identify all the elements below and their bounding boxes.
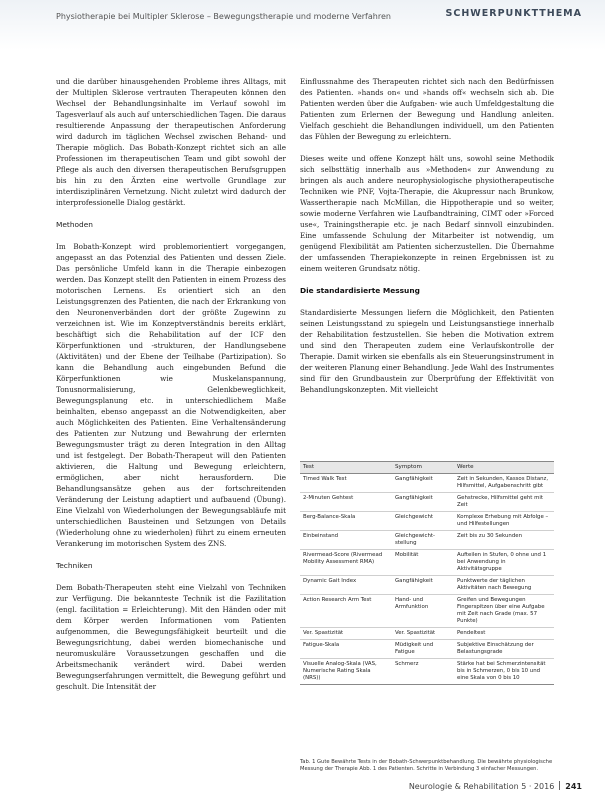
table-row xyxy=(300,640,554,659)
footer-divider xyxy=(559,781,560,790)
table-cell: Fatigue-Skala xyxy=(300,640,392,659)
table-cell: Ver. Spastizität xyxy=(392,628,454,640)
paragraph: Einflussnahme des Therapeuten richtet sich nach den Bedürfnissen des Patienten. »hands on« und »hands off« wechseln sich ab. Die Patienten werden über die Aufgaben- wie auch Umfeldgestaltung die Patienten zum Erlernen der Bewegung und Handlung anleiten. Vielfach geschieht die Behandlungen individuell, um den Patienten das Fühlen der Bewegung zu erleichtern. xyxy=(300,77,554,141)
left-column xyxy=(56,76,286,703)
section-heading-techniken: Techniken xyxy=(56,561,93,570)
table-cell: Zeit bis zu 30 Sekunden xyxy=(454,531,554,550)
table-cell: Hand- und Armfunktion xyxy=(392,595,454,628)
paragraph: Im Bobath-Konzept wird problemorientiert vorgegangen, angepasst an das Potenzial des Patienten und dessen Ziele. Das persönliche Umfeld kann in die Therapie einbezogen werden. Das Konzept stellt den Patienten in einem Prozess des motorischen Lernens. Es orientiert sich an den Leistungsgrenzen des Patienten, die nach der Erkrankung von den Neuronenverbänden dort der größte Zugewinn zu verzeichnen ist. Wie im Konzeptverständnis bereits erklärt, beschäftigt sich die Rehabilitation auf der ICF den Körperfunktionen und -strukturen, der Handlungsebene (Aktivitäten) und der Ebene der Teilhabe (Partizipation). So kann die Behandlung auch eingebunden Befund die Körperfunktionen wie Muskelanspannung, Tonusnormalisierung, Gelenkbeweglichkeit, Bewegungsplanung etc. in unterschiedlichem Maße beinhalten, ebenso angepasst an die Notwendigkeiten, aber auch Möglichkeiten des Patienten. Eine Verhaltensänderung des Patienten zur Nutzung und Bewahrung der erlernten Bewegungsmuster trägt zu deren Integration in den Alltag und ist festgelegt. Der Bobath-Therapeut will den Patienten aktivieren, die Haltung und Bewegung erleichtern, ermöglichen, aber nicht herausfordern. Die Behandlungsansätze gehen aus der fortschreitenden Veränderung der Leistung adaptiert und aufbauend (Übung). Eine Vielzahl von Wiederholungen der Bewegungsabläufe mit unterschiedlichen Bausteinen und Setzungen von Details (Wiederholung ohne zu wiederholen) führt zu einem erneuten Verankerung im motorischen System des ZNS. xyxy=(56,242,286,548)
table-cell: Dynamic Gait Index xyxy=(300,576,392,595)
running-title: Physiotherapie bei Multipler Sklerose – Bewegungstherapie und moderne Verfahren xyxy=(56,12,391,21)
table-row xyxy=(300,595,554,628)
table-caption: Tab. 1 Gute Bewährte Tests in der Bobath-Schwerpunktbehandlung. Die bewährte physiologische Messung der Therapie Abb. 1 des Patienten. Schritte in Verbindung 3 einfacher Messungen. xyxy=(300,759,553,772)
table-cell: Gleichgewicht-stellung xyxy=(392,531,454,550)
table-cell: Visuelle Analog-Skala (VAS, Numerische Rating Skala (NRS)) xyxy=(300,659,392,685)
table-cell: Subjektive Einschätzung der Belastungsgrade xyxy=(454,640,554,659)
table-cell: Ver. Spastizität xyxy=(300,628,392,640)
table-cell: Gangfähigkeit xyxy=(392,493,454,512)
page-header xyxy=(0,0,605,50)
section-label: SCHWERPUNKTTHEMA xyxy=(445,8,582,19)
table-cell: Komplexe Erhebung mit Abfolge – und Hilfestellungen xyxy=(454,512,554,531)
table-header-cell: Symptom xyxy=(392,462,454,474)
table-cell: Gleichgewicht xyxy=(392,512,454,531)
table-header-cell: Werte xyxy=(454,462,554,474)
table-row xyxy=(300,659,554,685)
table-cell: Einbeinstand xyxy=(300,531,392,550)
table-cell: Rivermead-Score (Rivermead Mobility Assessment RMA) xyxy=(300,550,392,576)
page-number: 241 xyxy=(565,782,582,791)
section-heading-methoden: Methoden xyxy=(56,220,93,229)
table-cell: Berg-Balance-Skala xyxy=(300,512,392,531)
paragraph: und die darüber hinausgehenden Probleme ihres Alltags, mit der Multiplen Sklerose vertrauten Therapeuten können den Wechsel der Behandlungsinhalte im Verlauf sowohl im Tagesverlauf als auch auf unterschiedlichen Tagen. Die daraus resultierende Anpassung der therapeutischen Anforderung wird dadurch im täglichen Wechsel zwischen Behand- und Therapie möglich. Das Bobath-Konzept richtet sich an alle Professionen im therapeutischen Team und gibt sowohl der Pflege als auch den diversen therapeutischen Berufsgruppen bis hin zu den Ärzten eine wertvolle Grundlage zur interdisziplinären Vernetzung. Nicht zuletzt wird dadurch der interprofessionelle Dialog gestärkt. xyxy=(56,77,286,207)
right-column xyxy=(300,76,554,406)
table-cell: 2-Minuten Gehtest xyxy=(300,493,392,512)
table-header-cell: Test xyxy=(300,462,392,474)
paragraph: Standardisierte Messungen liefern die Möglichkeit, den Patienten seinen Leistungsstand zu spiegeln und Leistungsanstiege innerhalb der Rehabilitation festzustellen. Sie heben die Motivation extrem und sind den Therapeuten zudem eine Verlaufskontrolle der Therapie. Damit wirken sie ebenfalls als ein Steuerungsinstrument in der weiteren Planung einer Behandlung. Jede Wahl des Instrumentes sind für den Grundbaustein zur Überprüfung der Effektivität von Behandlungskonzepten. Mit vielleicht xyxy=(300,308,554,394)
table-cell: Müdigkeit und Fatigue xyxy=(392,640,454,659)
table-header-row xyxy=(300,462,554,474)
journal-name: Neurologie & Rehabilitation 5 · 2016 xyxy=(408,782,555,791)
paragraph: Dem Bobath-Therapeuten steht eine Vielzahl von Techniken zur Verfügung. Die bekannteste Technik ist die Fazilitation (engl. facilitation = Erleichterung). Mit den Händen oder mit dem Körper werden Informationen vom Patienten aufgenommen, die Bewegungsfähigkeit beurteilt und die Bewegungsrichtung, dabei werden biomechanische und neuromuskuläre Voraussetzungen geschaffen und die Arbeitsmechanik verändert wird. Dabei werden Bewegungserfahrungen vermittelt, die Bewegung geführt und geschult. Die Intensität der xyxy=(56,583,286,691)
table-cell: Action Research Arm Test xyxy=(300,595,392,628)
table-row xyxy=(300,628,554,640)
table-row xyxy=(300,512,554,531)
page-footer xyxy=(409,781,582,791)
section-heading-messung: Die standardisierte Messung xyxy=(300,286,420,295)
table-row xyxy=(300,531,554,550)
table-row xyxy=(300,493,554,512)
table-cell: Timed Walk Test xyxy=(300,474,392,493)
table-row xyxy=(300,576,554,595)
table-cell: Aufteilen in Stufen, 0 ohne und 1 bei Anwendung in Aktivitätsgruppe xyxy=(454,550,554,576)
table-cell: Schmerz xyxy=(392,659,454,685)
table-cell: Mobilität xyxy=(392,550,454,576)
table-row xyxy=(300,550,554,576)
assessment-table xyxy=(300,461,554,685)
table-cell: Gangfähigkeit xyxy=(392,576,454,595)
table-cell: Greifen und Bewegungen Fingerspitzen über eine Aufgabe mit Zeit nach Grade (max. 57 Punkte) xyxy=(454,595,554,628)
table-cell: Gehstrecke, Hilfsmittel geht mit Zeit xyxy=(454,493,554,512)
paragraph: Dieses weite und offene Konzept hält uns, sowohl seine Methodik sich selbsttätig innerhalb aus »Methoden« zur Anwendung zu bringen als auch andere neurophysiologische physiotherapeutische Techniken wie PNF, Vojta-Therapie, die Akupressur nach Brunkow, Wassertherapie nach McMillan, die Hippotherapie und so weiter, sowie moderne Verfahren wie Laufbandtraining, CIMT oder »Forced use«, Trainingstherapie etc. je nach Bedarf sinnvoll einzubinden. Eine umfassende Schulung der Mitarbeiter ist notwendig, um genügend Flexibilität am Patienten sicherzustellen. Die Übernahme der umfassenden Therapiekonzepte in reinen Ergebnissen ist zu einem weiteren Grundsatz nötig. xyxy=(300,154,554,273)
table-row xyxy=(300,474,554,493)
table-cell: Stärke hat bei Schmerzintensität bis in Schmerzen, 0 bis 10 und eine Skala von 0 bis 10 xyxy=(454,659,554,685)
table-cell: Punktwerte der täglichen Aktivitäten nach Bewegung xyxy=(454,576,554,595)
table-cell: Pendeltest xyxy=(454,628,554,640)
table-cell: Zeit in Sekunden, Kassos Distanz, Hilfsmittel, Aufgabenschritt gibt xyxy=(454,474,554,493)
table-cell: Gangfähigkeit xyxy=(392,474,454,493)
